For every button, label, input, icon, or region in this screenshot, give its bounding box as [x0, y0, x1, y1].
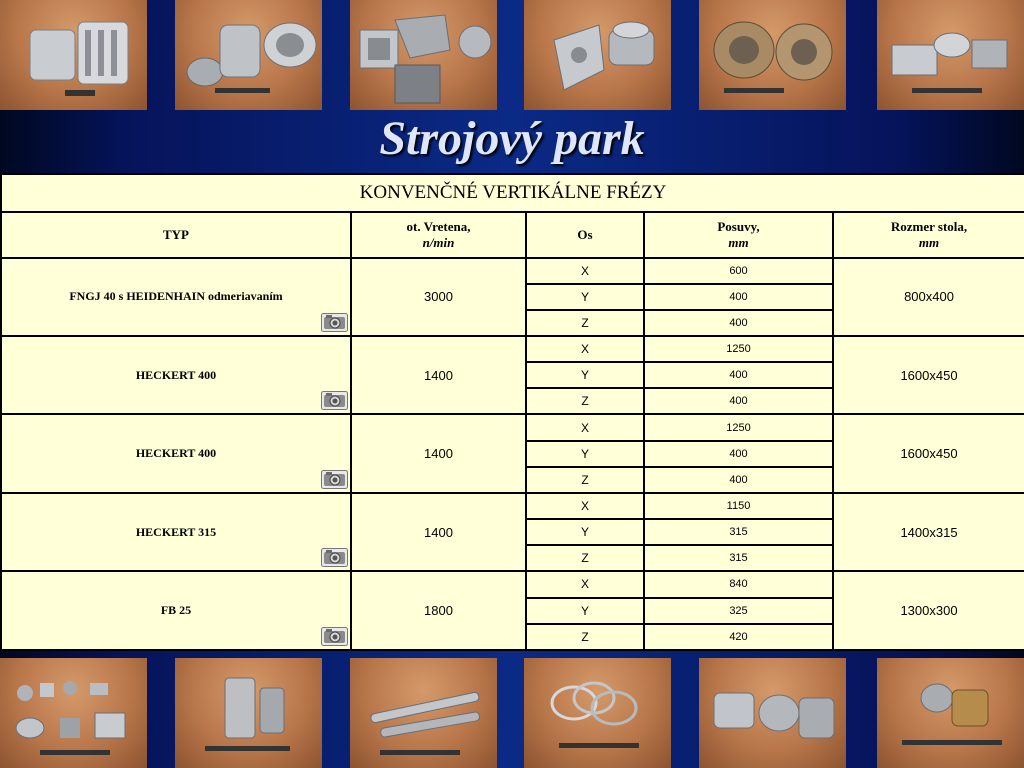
- top-photo-strip: [0, 0, 1024, 110]
- axis-cell: Y: [526, 598, 644, 624]
- table-row: [1, 414, 1024, 440]
- axis-cell: Z: [526, 388, 644, 414]
- axis-cell: X: [526, 336, 644, 362]
- machine-name: [1, 571, 351, 650]
- header-speed-unit: n/min: [422, 234, 455, 250]
- feed-cell: 420: [644, 624, 833, 650]
- feed-cell: 315: [644, 545, 833, 571]
- table-size: 800x400: [833, 258, 1024, 336]
- table-row: [1, 336, 1024, 362]
- table-size: 1600x450: [833, 414, 1024, 492]
- spindle-speed: 1800: [351, 571, 526, 650]
- axis-cell: Y: [526, 519, 644, 545]
- header-feed: [644, 212, 833, 257]
- part-photo: [350, 0, 497, 110]
- spindle-speed: 3000: [351, 258, 526, 336]
- machine-name-text: HECKERT 400: [135, 446, 217, 461]
- header-typ: TYP: [1, 212, 351, 257]
- machine-name-text: FNGJ 40 s HEIDENHAIN odmeriavaním: [69, 289, 283, 304]
- machine-name: [1, 258, 351, 336]
- part-photo: [699, 658, 846, 768]
- axis-cell: Z: [526, 310, 644, 336]
- camera-icon[interactable]: [321, 627, 348, 646]
- part-photo: [877, 658, 1024, 768]
- axis-cell: X: [526, 493, 644, 519]
- camera-icon[interactable]: [321, 548, 348, 567]
- feed-cell: 325: [644, 598, 833, 624]
- feed-cell: 400: [644, 441, 833, 467]
- header-speed-label: ot. Vretena,: [406, 218, 471, 234]
- feed-cell: 1150: [644, 493, 833, 519]
- axis-cell: X: [526, 571, 644, 597]
- feed-cell: 400: [644, 362, 833, 388]
- header-feed-unit: mm: [728, 234, 749, 250]
- machine-name-text: HECKERT 400: [135, 367, 217, 382]
- axis-cell: X: [526, 258, 644, 284]
- feed-cell: 400: [644, 388, 833, 414]
- bottom-photo-strip: [0, 658, 1024, 768]
- feed-cell: 400: [644, 310, 833, 336]
- axis-cell: Y: [526, 441, 644, 467]
- page-title: Strojový park: [379, 112, 645, 165]
- part-photo: [524, 0, 671, 110]
- feed-cell: 400: [644, 467, 833, 493]
- header-size: [833, 212, 1024, 257]
- part-photo: [0, 0, 147, 110]
- part-photo: [699, 0, 846, 110]
- table-row: [1, 493, 1024, 519]
- part-photo: [524, 658, 671, 768]
- table-size: 1300x300: [833, 571, 1024, 650]
- feed-cell: 600: [644, 258, 833, 284]
- header-os: Os: [526, 212, 644, 257]
- table-caption: KONVENČNÉ VERTIKÁLNE FRÉZY: [1, 174, 1024, 212]
- feed-cell: 840: [644, 571, 833, 597]
- camera-icon[interactable]: [321, 470, 348, 489]
- axis-cell: Z: [526, 624, 644, 650]
- axis-cell: Z: [526, 467, 644, 493]
- feed-cell: 315: [644, 519, 833, 545]
- axis-cell: Z: [526, 545, 644, 571]
- part-photo: [175, 658, 322, 768]
- table-row: [1, 258, 1024, 284]
- feed-cell: 1250: [644, 414, 833, 440]
- axis-cell: Y: [526, 362, 644, 388]
- header-size-label: Rozmer stola,: [890, 218, 968, 234]
- part-photo: [877, 0, 1024, 110]
- table-size: 1600x450: [833, 336, 1024, 414]
- machine-name-text: HECKERT 315: [135, 524, 217, 539]
- axis-cell: X: [526, 414, 644, 440]
- part-photo: [0, 658, 147, 768]
- header-speed: [351, 212, 526, 257]
- axis-cell: Y: [526, 284, 644, 310]
- machine-name-text: FB 25: [160, 603, 192, 618]
- header-feed-label: Posuvy,: [717, 218, 760, 234]
- machine-name: [1, 336, 351, 414]
- table-row: [1, 571, 1024, 597]
- camera-icon[interactable]: [321, 391, 348, 410]
- spindle-speed: 1400: [351, 414, 526, 492]
- machine-name: [1, 414, 351, 492]
- table-size: 1400x315: [833, 493, 1024, 571]
- spindle-speed: 1400: [351, 493, 526, 571]
- camera-icon[interactable]: [321, 313, 348, 332]
- part-photo: [175, 0, 322, 110]
- feed-cell: 400: [644, 284, 833, 310]
- machine-name: [1, 493, 351, 571]
- feed-cell: 1250: [644, 336, 833, 362]
- header-size-unit: mm: [918, 234, 940, 250]
- part-photo: [350, 658, 497, 768]
- spindle-speed: 1400: [351, 336, 526, 414]
- machine-table: [0, 173, 1024, 651]
